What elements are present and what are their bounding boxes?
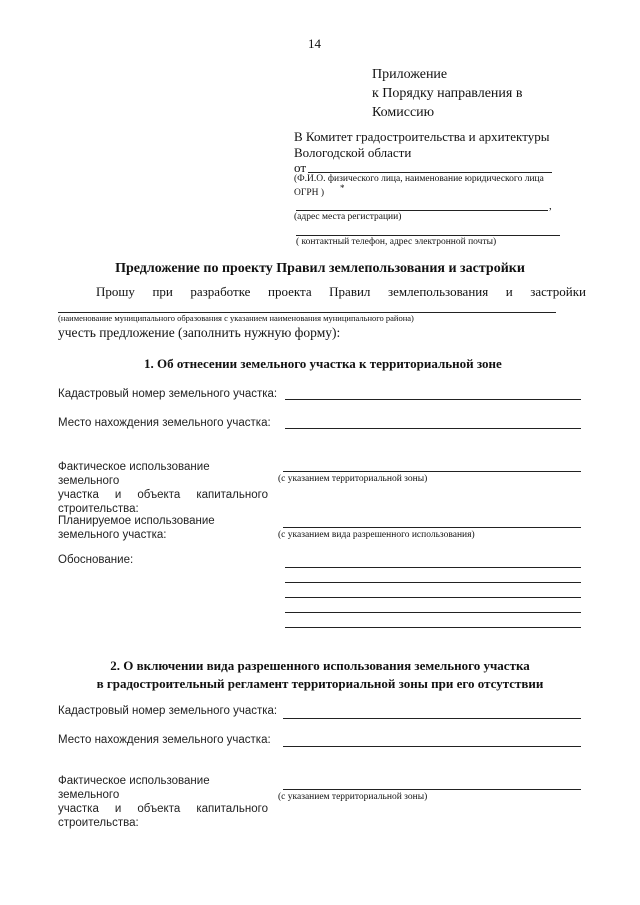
word: капитального: [196, 489, 268, 501]
fio-hint: (Ф.И.О. физического лица, наименование юридического лица: [294, 174, 544, 184]
word: участка: [58, 803, 99, 815]
request-line: [96, 284, 586, 300]
s1-cadastral-label: Кадастровый номер земельного участка:: [58, 388, 278, 400]
addressee-block: [294, 129, 549, 161]
s1-actual-use-label: [58, 460, 268, 516]
s2-actual-use-hint: (с указанием территориальной зоны): [278, 792, 428, 802]
s2-location-field[interactable]: [283, 746, 581, 747]
s1-planned-use-hint: (с указанием вида разрешенного использования): [278, 530, 475, 540]
s1-actual-use-field[interactable]: [283, 471, 581, 472]
ogrn-asterisk: *: [340, 183, 345, 193]
address-field[interactable]: [296, 210, 548, 211]
section2-heading: [0, 657, 640, 693]
municipality-hint: (наименование муниципального образования с указанием наименования муниципального района): [58, 313, 414, 323]
request-word: при: [152, 284, 173, 299]
s1-actual-use-hint: (с указанием территориальной зоны): [278, 474, 428, 484]
s1-actual-use-line-2: [58, 488, 268, 502]
word: и: [114, 803, 122, 815]
request-continuation: учесть предложение (заполнить нужную форму):: [58, 325, 341, 340]
request-word: и: [505, 284, 513, 299]
s1-actual-use-line-1: Фактическое использование земельного: [58, 461, 210, 487]
s1-location-field[interactable]: [285, 428, 581, 429]
contacts-hint: ( контактный телефон, адрес электронной почты): [296, 237, 497, 247]
word: объекта: [137, 803, 181, 815]
appendix-line-1: Приложение: [372, 67, 448, 82]
s1-justification-field-3[interactable]: [285, 597, 581, 598]
request-word: землепользования: [387, 284, 489, 299]
request-word: Правил: [329, 284, 371, 299]
s1-planned-use-line-1: Планируемое использование: [58, 515, 215, 527]
request-word: Прошу: [96, 284, 135, 299]
s1-location-label: Место нахождения земельного участка:: [58, 417, 271, 429]
s1-justification-field-1[interactable]: [285, 567, 581, 568]
s2-actual-use-line-2: [58, 802, 268, 816]
page-number: 14: [308, 36, 321, 51]
s1-planned-use-line-2: земельного участка:: [58, 529, 167, 541]
contacts-field[interactable]: [296, 235, 560, 236]
section2-heading-line-1: 2. О включении вида разрешенного использования земельного участка: [110, 658, 530, 673]
appendix-line-2: к Порядку направления в: [372, 86, 523, 101]
s2-actual-use-line-1: Фактическое использование земельного: [58, 775, 210, 801]
s1-justification-label: Обоснование:: [58, 554, 134, 566]
s1-actual-use-line-3: строительства:: [58, 503, 139, 515]
section2-heading-line-2: в градостроительный регламент территориальной зоны при его отсутствии: [96, 676, 544, 691]
word: участка: [58, 489, 99, 501]
word: и: [114, 489, 122, 501]
appendix-block: [372, 65, 522, 122]
address-hint: (адрес места регистрации): [294, 212, 402, 222]
address-comma: ,: [549, 200, 552, 212]
s2-actual-use-line-3: строительства:: [58, 817, 139, 829]
s1-planned-use-label: [58, 514, 215, 542]
s2-actual-use-label: [58, 774, 268, 830]
s1-justification-field-5[interactable]: [285, 627, 581, 628]
section1-heading: 1. Об отнесении земельного участка к территориальной зоне: [144, 356, 502, 371]
s1-cadastral-field[interactable]: [285, 399, 581, 400]
s2-cadastral-field[interactable]: [283, 718, 581, 719]
from-field[interactable]: [308, 172, 552, 173]
s2-actual-use-field[interactable]: [283, 789, 581, 790]
s1-planned-use-field[interactable]: [283, 527, 581, 528]
addressee-line-1: В Комитет градостроительства и архитектуры: [294, 129, 550, 144]
document-title: Предложение по проекту Правил землепользования и застройки: [115, 261, 525, 276]
s2-location-label: Место нахождения земельного участка:: [58, 734, 271, 746]
s1-justification-field-2[interactable]: [285, 582, 581, 583]
request-word: проекта: [267, 284, 312, 299]
s1-justification-field-4[interactable]: [285, 612, 581, 613]
word: объекта: [137, 489, 181, 501]
request-word: разработке: [190, 284, 251, 299]
request-word: застройки: [530, 284, 586, 299]
s2-cadastral-label: Кадастровый номер земельного участка:: [58, 705, 278, 717]
appendix-line-3: Комиссию: [372, 105, 435, 120]
ogrn-hint: ОГРН ): [294, 188, 325, 198]
word: капитального: [196, 803, 268, 815]
from-label: от: [294, 160, 307, 175]
addressee-line-2: Вологодской области: [294, 145, 412, 160]
